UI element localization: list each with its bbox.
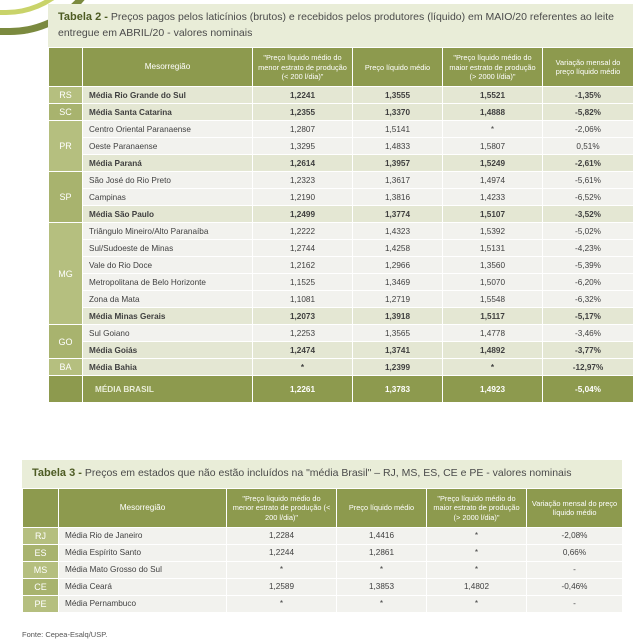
mesoregion-name: Média Bahia — [83, 359, 253, 376]
price-average: 1,2861 — [337, 544, 427, 561]
price-max-stratum: 1,5070 — [443, 274, 543, 291]
price-min-stratum: 1,2355 — [253, 104, 353, 121]
price-min-stratum: * — [227, 561, 337, 578]
table3-col-min-stratum: "Preço líquido médio do menor estrato de produção (< 200 l/dia)" — [227, 488, 337, 527]
table-row — [49, 155, 634, 172]
table2-col-mesoregion: Mesorregião — [83, 48, 253, 87]
uf-label: SC — [49, 104, 83, 121]
table2-title — [48, 4, 633, 47]
monthly-variation: -1,35% — [543, 87, 634, 104]
mesoregion-name: Metropolitana de Belo Horizonte — [83, 274, 253, 291]
price-min-stratum: 1,2499 — [253, 206, 353, 223]
price-min-stratum: 1,2323 — [253, 172, 353, 189]
price-max-stratum: 1,5548 — [443, 291, 543, 308]
price-average: 1,3957 — [353, 155, 443, 172]
table-row — [49, 342, 634, 359]
table3-title-text: Preços em estados que não estão incluídos na "média Brasil" – RJ, MS, ES, CE e PE - valores nominais — [81, 467, 572, 479]
monthly-variation: -3,46% — [543, 325, 634, 342]
monthly-variation: -5,17% — [543, 308, 634, 325]
price-min-stratum: 1,2474 — [253, 342, 353, 359]
price-min-stratum: * — [253, 359, 353, 376]
table3-col-variation: Variação mensal do preço líquido médio — [527, 488, 623, 527]
table-row — [49, 325, 634, 342]
table-row — [23, 527, 623, 544]
price-max-stratum: * — [443, 359, 543, 376]
price-average: 1,4323 — [353, 223, 443, 240]
price-min-stratum: 1,2807 — [253, 121, 353, 138]
mesoregion-name: Zona da Mata — [83, 291, 253, 308]
monthly-variation: -2,61% — [543, 155, 634, 172]
table-row — [49, 257, 634, 274]
table3-col-mesoregion: Mesorregião — [59, 488, 227, 527]
price-average: 1,3774 — [353, 206, 443, 223]
mesoregion-name: Média Rio Grande do Sul — [83, 87, 253, 104]
table2-col-max-stratum: "Preço líquido médio do maior estrato de produção (> 2000 l/dia)" — [443, 48, 543, 87]
price-max-stratum: * — [427, 544, 527, 561]
monthly-variation: -6,32% — [543, 291, 634, 308]
price-max-stratum: * — [427, 527, 527, 544]
uf-label: CE — [23, 578, 59, 595]
price-max-stratum: 1,4923 — [443, 376, 543, 403]
table2-header — [49, 48, 634, 87]
table3-header — [23, 488, 623, 527]
price-max-stratum: * — [427, 595, 527, 612]
price-min-stratum: 1,3295 — [253, 138, 353, 155]
table-row — [49, 87, 634, 104]
price-average: 1,2399 — [353, 359, 443, 376]
price-min-stratum: 1,2253 — [253, 325, 353, 342]
price-average: 1,2719 — [353, 291, 443, 308]
uf-label: SP — [49, 172, 83, 223]
monthly-variation: -5,39% — [543, 257, 634, 274]
price-min-stratum: 1,1525 — [253, 274, 353, 291]
price-min-stratum: 1,2190 — [253, 189, 353, 206]
uf-label: MG — [49, 223, 83, 325]
mesoregion-name: Média Ceará — [59, 578, 227, 595]
monthly-variation: -2,08% — [527, 527, 623, 544]
mesoregion-name: Média Rio de Janeiro — [59, 527, 227, 544]
mesoregion-name: Média Goiás — [83, 342, 253, 359]
table2-block — [48, 4, 633, 403]
price-average: 1,3565 — [353, 325, 443, 342]
monthly-variation: -4,23% — [543, 240, 634, 257]
table-row — [49, 172, 634, 189]
monthly-variation: -5,02% — [543, 223, 634, 240]
table2-col-min-stratum: "Preço líquido médio do menor estrato de produção (< 200 l/dia)" — [253, 48, 353, 87]
uf-label: GO — [49, 325, 83, 359]
table3 — [22, 488, 623, 613]
table3-col-max-stratum: "Preço líquido médio do maior estrato de produção (> 2000 l/dia)" — [427, 488, 527, 527]
table-row — [49, 138, 634, 155]
table-row — [23, 578, 623, 595]
price-average: 1,3918 — [353, 308, 443, 325]
monthly-variation: -2,06% — [543, 121, 634, 138]
price-max-stratum: 1,5807 — [443, 138, 543, 155]
uf-label: RS — [49, 87, 83, 104]
mesoregion-name: Média Paraná — [83, 155, 253, 172]
price-max-stratum: 1,5392 — [443, 223, 543, 240]
price-min-stratum: 1,2614 — [253, 155, 353, 172]
mesoregion-name: Média São Paulo — [83, 206, 253, 223]
price-max-stratum: 1,5521 — [443, 87, 543, 104]
price-max-stratum: * — [427, 561, 527, 578]
table2-col-uf — [49, 48, 83, 87]
table3-col-uf — [23, 488, 59, 527]
mesoregion-name: Oeste Paranaense — [83, 138, 253, 155]
price-average: 1,5141 — [353, 121, 443, 138]
price-min-stratum: 1,2241 — [253, 87, 353, 104]
table-row — [49, 121, 634, 138]
price-min-stratum: * — [227, 595, 337, 612]
price-max-stratum: * — [443, 121, 543, 138]
price-max-stratum: 1,4974 — [443, 172, 543, 189]
price-average: 1,2966 — [353, 257, 443, 274]
mesoregion-name: Média Minas Gerais — [83, 308, 253, 325]
price-average: 1,3741 — [353, 342, 443, 359]
price-max-stratum: 1,5107 — [443, 206, 543, 223]
price-min-stratum: 1,1081 — [253, 291, 353, 308]
price-average: 1,3783 — [353, 376, 443, 403]
price-max-stratum: 1,4778 — [443, 325, 543, 342]
monthly-variation: -12,97% — [543, 359, 634, 376]
table-row — [23, 561, 623, 578]
price-max-stratum: 1,4802 — [427, 578, 527, 595]
table-row — [49, 189, 634, 206]
monthly-variation: - — [527, 595, 623, 612]
table-row — [49, 274, 634, 291]
mesoregion-name: Triângulo Mineiro/Alto Paranaíba — [83, 223, 253, 240]
table-row-brasil — [49, 376, 634, 403]
mesoregion-name: Média Pernambuco — [59, 595, 227, 612]
price-max-stratum: 1,4892 — [443, 342, 543, 359]
table-row — [23, 595, 623, 612]
price-average: 1,4833 — [353, 138, 443, 155]
price-average: 1,3370 — [353, 104, 443, 121]
mesoregion-name: Média Santa Catarina — [83, 104, 253, 121]
mesoregion-name: Campinas — [83, 189, 253, 206]
mesoregion-name: São José do Rio Preto — [83, 172, 253, 189]
monthly-variation: -5,04% — [543, 376, 634, 403]
price-max-stratum: 1,3560 — [443, 257, 543, 274]
price-min-stratum: 1,2589 — [227, 578, 337, 595]
price-average: 1,3816 — [353, 189, 443, 206]
monthly-variation: - — [527, 561, 623, 578]
price-average: 1,3469 — [353, 274, 443, 291]
table-row — [49, 240, 634, 257]
uf-label: BA — [49, 359, 83, 376]
price-min-stratum: 1,2162 — [253, 257, 353, 274]
table-row — [49, 223, 634, 240]
table-row — [49, 291, 634, 308]
mesoregion-name: Vale do Rio Doce — [83, 257, 253, 274]
table2-body — [49, 87, 634, 403]
monthly-variation: 0,51% — [543, 138, 634, 155]
mesoregion-name: Média Mato Grosso do Sul — [59, 561, 227, 578]
price-average: 1,4258 — [353, 240, 443, 257]
price-min-stratum: 1,2261 — [253, 376, 353, 403]
uf-label: PR — [49, 121, 83, 172]
price-average: 1,3617 — [353, 172, 443, 189]
table-row — [49, 206, 634, 223]
uf-label: RJ — [23, 527, 59, 544]
uf-label: MS — [23, 561, 59, 578]
table2-col-variation: Variação mensal do preço líquido médio — [543, 48, 634, 87]
table-row — [49, 308, 634, 325]
price-max-stratum: 1,4888 — [443, 104, 543, 121]
price-max-stratum: 1,5117 — [443, 308, 543, 325]
table3-title — [22, 460, 622, 488]
price-average: 1,3853 — [337, 578, 427, 595]
table2-col-average: Preço líquido médio — [353, 48, 443, 87]
price-min-stratum: 1,2284 — [227, 527, 337, 544]
table3-title-label: Tabela 3 - — [32, 467, 82, 479]
monthly-variation: -6,20% — [543, 274, 634, 291]
monthly-variation: 0,66% — [527, 544, 623, 561]
monthly-variation: -5,61% — [543, 172, 634, 189]
price-min-stratum: 1,2073 — [253, 308, 353, 325]
mesoregion-name: Sul/Sudoeste de Minas — [83, 240, 253, 257]
uf-label: PE — [23, 595, 59, 612]
price-max-stratum: 1,5131 — [443, 240, 543, 257]
table3-body — [23, 527, 623, 612]
uf-label — [49, 376, 83, 403]
monthly-variation: -6,52% — [543, 189, 634, 206]
monthly-variation: -0,46% — [527, 578, 623, 595]
price-average: * — [337, 561, 427, 578]
price-max-stratum: 1,4233 — [443, 189, 543, 206]
table-row — [49, 104, 634, 121]
table2-title-text: Preços pagos pelos laticínios (brutos) e recebidos pelos produtores (líquido) em MAIO/20 referentes ao leite entregue em ABRIL/20 - valores nominais — [58, 11, 614, 39]
monthly-variation: -3,77% — [543, 342, 634, 359]
source-note: Fonte: Cepea-Esalq/USP. — [22, 630, 108, 639]
monthly-variation: -3,52% — [543, 206, 634, 223]
mesoregion-name: Sul Goiano — [83, 325, 253, 342]
table2 — [48, 47, 634, 403]
monthly-variation: -5,82% — [543, 104, 634, 121]
table2-title-label: Tabela 2 - — [58, 11, 108, 23]
table-row — [23, 544, 623, 561]
price-min-stratum: 1,2744 — [253, 240, 353, 257]
price-average: * — [337, 595, 427, 612]
price-min-stratum: 1,2222 — [253, 223, 353, 240]
price-min-stratum: 1,2244 — [227, 544, 337, 561]
mesoregion-name: Centro Oriental Paranaense — [83, 121, 253, 138]
table-row — [49, 359, 634, 376]
table3-block — [22, 460, 622, 613]
table3-col-average: Preço líquido médio — [337, 488, 427, 527]
price-max-stratum: 1,5249 — [443, 155, 543, 172]
price-average: 1,3555 — [353, 87, 443, 104]
uf-label: ES — [23, 544, 59, 561]
price-average: 1,4416 — [337, 527, 427, 544]
mesoregion-name: MÉDIA BRASIL — [83, 376, 253, 403]
mesoregion-name: Média Espírito Santo — [59, 544, 227, 561]
